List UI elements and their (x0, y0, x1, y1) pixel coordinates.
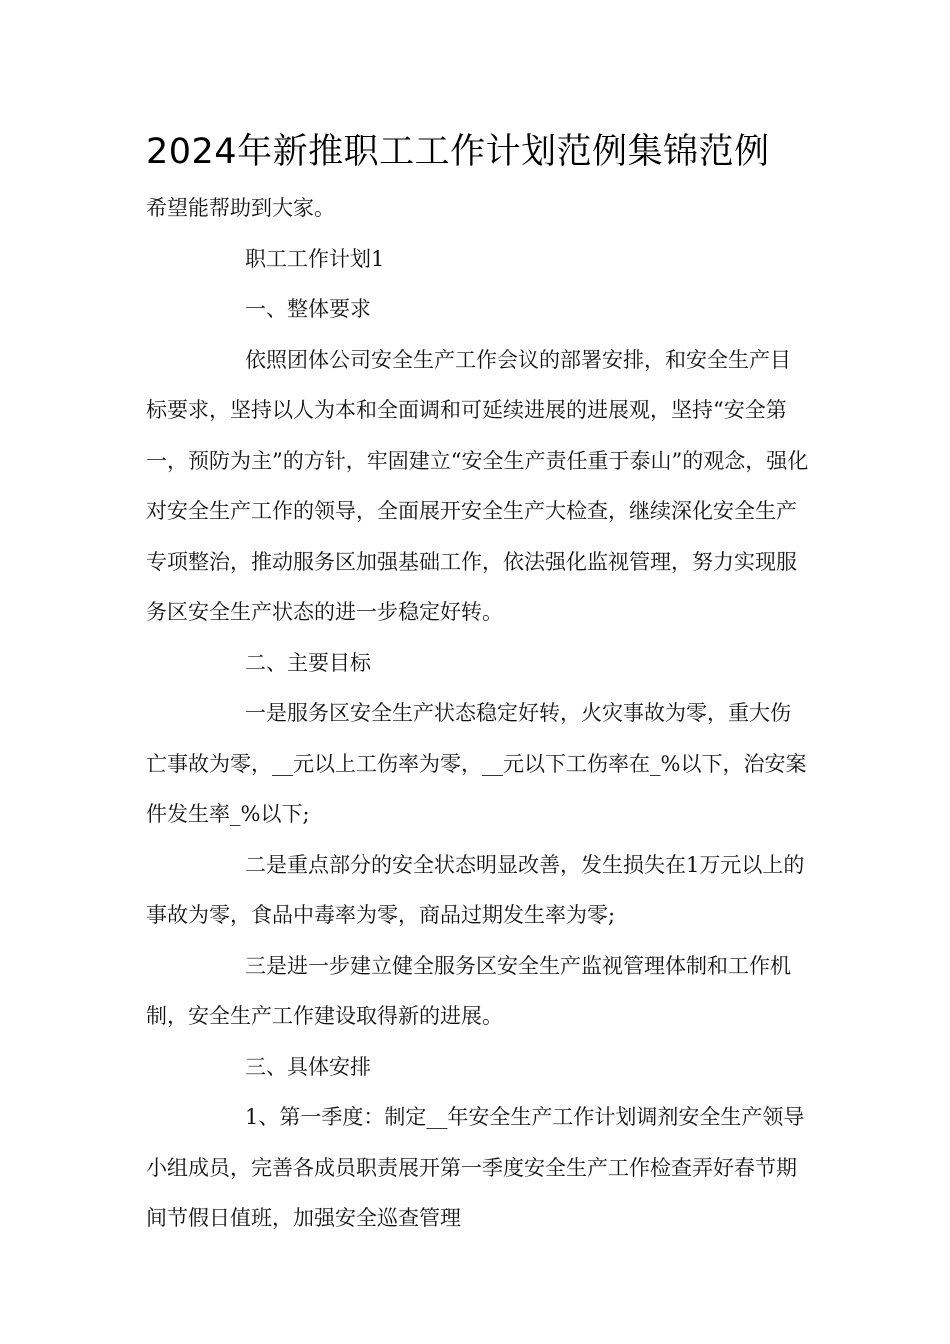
requirements-paragraph: 依照团体公司安全生产工作会议的部署安排，和安全生产目标要求，坚持以人为本和全面调和可延续进展的进展观，坚持“安全第一，预防为主”的方针，牢固建立“安全生产责任重于泰山”的观念，强化对安全生产工作的领导，全面展开安全生产大检查，继续深化安全生产专项整治，推动服务区加强基础工作，依法强化监视管理，努力实现服务区安全生产状态的进一步稳定好转。 (146, 347, 809, 624)
arrangement-paragraph-1: 1、第一季度：制定__年安全生产工作计划调剂安全生产领导小组成员，完善各成员职责展开第一季度安全生产工作检查弄好春节期间节假日值班，加强安全巡查管理 (146, 1105, 805, 1230)
goal-paragraph-1: 一是服务区安全生产状态稳定好转，火灾事故为零，重大伤亡事故为零，__元以上工伤率为零，__元以下工伤率在_%以下，治安案件发生率_%以下; (146, 701, 807, 826)
section-heading-arrangements: 三、具体安排 (245, 1054, 371, 1079)
document-title: 2024年新推职工工作计划范例集锦范例 (146, 132, 770, 172)
document-body (146, 183, 810, 1244)
goal-paragraph-3: 三是进一步建立健全服务区安全生产监视管理体制和工作机制，安全生产工作建设取得新的进展。 (146, 953, 791, 1028)
goal-paragraph-2: 二是重点部分的安全状态明显改善，发生损失在1万元以上的事故为零，食品中毒率为零，商品过期发生率为零; (146, 852, 805, 927)
plan-heading: 职工工作计划1 (245, 246, 385, 271)
section-heading-requirements: 一、整体要求 (245, 297, 371, 321)
section-heading-goals: 二、主要目标 (245, 650, 371, 675)
intro-paragraph: 希望能帮助到大家。 (146, 196, 335, 220)
